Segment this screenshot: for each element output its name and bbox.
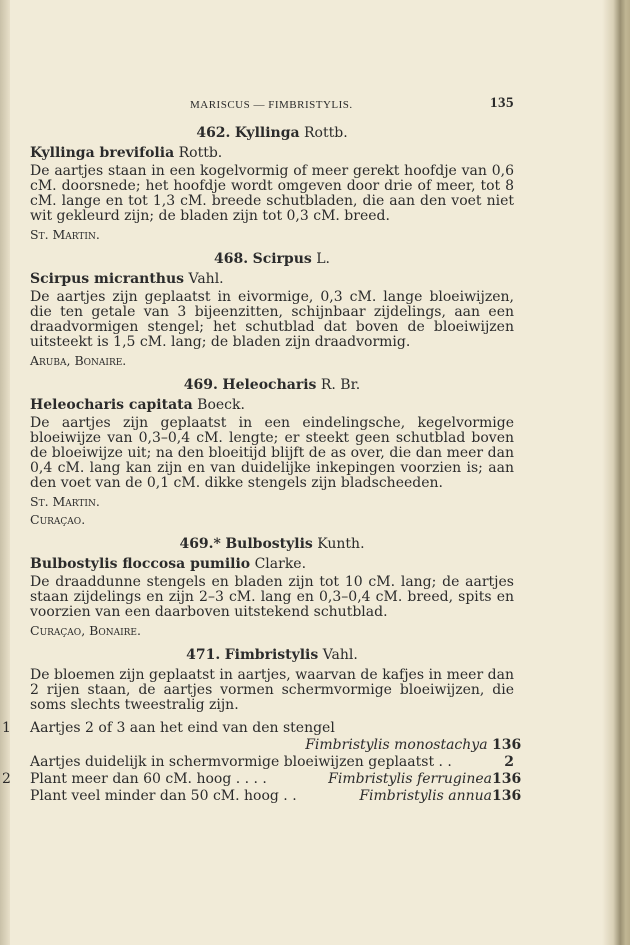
species-description: De aartjes zijn geplaatst in een eindelingsche, kegelvormige bloeiwijze van 0,3–0,4 cM. lengte; er steekt geen schutblad boven de bloeiwijze uit; na den bloeitijd blijft de as over, die dan meer dan 0,4 cM. lang kan zijn en van duidelijke inkepingen voorzien is; aan den voet van de 0,1 cM. dikke stengels zijn bladscheeden. — [30, 415, 514, 491]
section-scirpus — [30, 252, 514, 368]
genus-name: Scirpus — [252, 251, 312, 267]
species-name: Kyllinga brevifolia — [30, 145, 175, 161]
section-heleocharis — [30, 378, 514, 527]
key-row — [2, 720, 514, 738]
genus-number: 469.* — [179, 536, 221, 552]
section-title — [30, 252, 514, 267]
key-number: 1 — [2, 720, 11, 736]
key-row — [30, 737, 522, 755]
section-title — [30, 126, 514, 141]
key-text: Aartjes duidelijk in schermvormige bloeiwijzen geplaatst . . — [30, 754, 452, 770]
locality: St. Martin. — [30, 494, 100, 509]
key-taxon: Fimbristylis annua — [359, 788, 492, 804]
running-title: MARISCUS — FIMBRISTYLIS. — [190, 99, 353, 111]
section-title — [30, 648, 514, 663]
species-heading — [30, 398, 514, 413]
species-heading — [30, 272, 514, 287]
species-name: Scirpus micranthus — [30, 271, 185, 287]
genus-author: Vahl. — [322, 647, 358, 663]
genus-description: De bloemen zijn geplaatst in aartjes, waarvan de kafjes in meer dan 2 rijen staan, de aartjes vormen schermvormige bloeiwijzen, die soms slechts tweestralig zijn. — [30, 667, 514, 713]
key-row — [2, 771, 522, 789]
page-edge-left — [0, 0, 10, 945]
genus-name: Bulbostylis — [225, 536, 313, 552]
species-author: Rottb. — [178, 145, 223, 161]
section-kyllinga — [30, 126, 514, 242]
genus-author: Rottb. — [304, 125, 348, 141]
key-reference: 136 — [492, 788, 522, 804]
genus-author: Kunth. — [317, 536, 365, 552]
key-number: 2 — [2, 771, 11, 787]
species-description: De aartjes staan in een kogelvormig of meer gerekt hoofdje van 0,6 cM. doorsnede; het hoofdje wordt omgeven door drie of meer, tot 8 cM. lange en tot 1,3 cM. breede schutbladen, die aan den voet niet wit gekleurd zijn; de bladen zijn tot 0,3 cM. breed. — [30, 163, 514, 224]
key-text: Plant veel minder dan 50 cM. hoog . . — [30, 788, 297, 804]
locality: Curaçao. — [30, 512, 86, 527]
genus-number: 471. — [186, 647, 221, 663]
genus-name: Heleocharis — [222, 377, 317, 393]
locality: Curaçao, Bonaire. — [30, 623, 141, 638]
key-reference: 2 — [504, 754, 514, 770]
key-text: Plant meer dan 60 cM. hoog . . . . — [30, 771, 267, 787]
genus-name: Fimbristylis — [224, 647, 319, 663]
section-fimbristylis — [30, 648, 514, 713]
species-author: Boeck. — [197, 397, 245, 413]
species-author: Vahl. — [188, 271, 224, 287]
key-reference: 136 — [492, 737, 522, 753]
species-heading — [30, 557, 514, 572]
species-name: Heleocharis capitata — [30, 397, 193, 413]
key-row — [30, 788, 522, 806]
section-title — [30, 537, 514, 552]
locality: St. Martin. — [30, 227, 100, 242]
running-head — [30, 92, 514, 116]
key-reference: 136 — [492, 771, 522, 787]
identification-key — [2, 720, 522, 806]
locality: Aruba, Bonaire. — [30, 353, 127, 368]
genus-number: 468. — [214, 251, 249, 267]
species-description: De draaddunne stengels en bladen zijn tot 10 cM. lang; de aartjes staan zijdelings en zijn 2–3 cM. lang en 0,3–0,4 cM. breed, spits en voorzien van een daarboven uitstekend schutblad. — [30, 574, 514, 620]
key-text: Aartjes 2 of 3 aan het eind van den stengel — [30, 720, 335, 736]
section-bulbostylis — [30, 537, 514, 638]
key-row — [30, 755, 514, 772]
key-taxon: Fimbristylis ferruginea — [328, 771, 492, 787]
genus-name: Kyllinga — [234, 125, 300, 141]
key-taxon: Fimbristylis monostachya — [305, 737, 488, 753]
page-number: 135 — [490, 95, 514, 111]
book-page — [2, 92, 522, 806]
genus-number: 469. — [183, 377, 218, 393]
page-edge-right — [602, 0, 630, 945]
species-description: De aartjes zijn geplaatst in eivormige, 0,3 cM. lange bloeiwijzen, die ten getale van 3 bijeenzitten, schijnbaar zijdelings, aan een draadvormigen stengel; het schutblad dat boven de bloeiwijzen uitsteekt is 1,5 cM. lang; de bladen zijn draadvormig. — [30, 289, 514, 350]
genus-author: R. Br. — [320, 377, 361, 393]
species-heading — [30, 146, 514, 161]
section-title — [30, 378, 514, 393]
genus-author: L. — [316, 251, 330, 267]
genus-number: 462. — [196, 125, 231, 141]
species-author: Clarke. — [254, 556, 307, 572]
species-name: Bulbostylis floccosa pumilio — [30, 556, 251, 572]
